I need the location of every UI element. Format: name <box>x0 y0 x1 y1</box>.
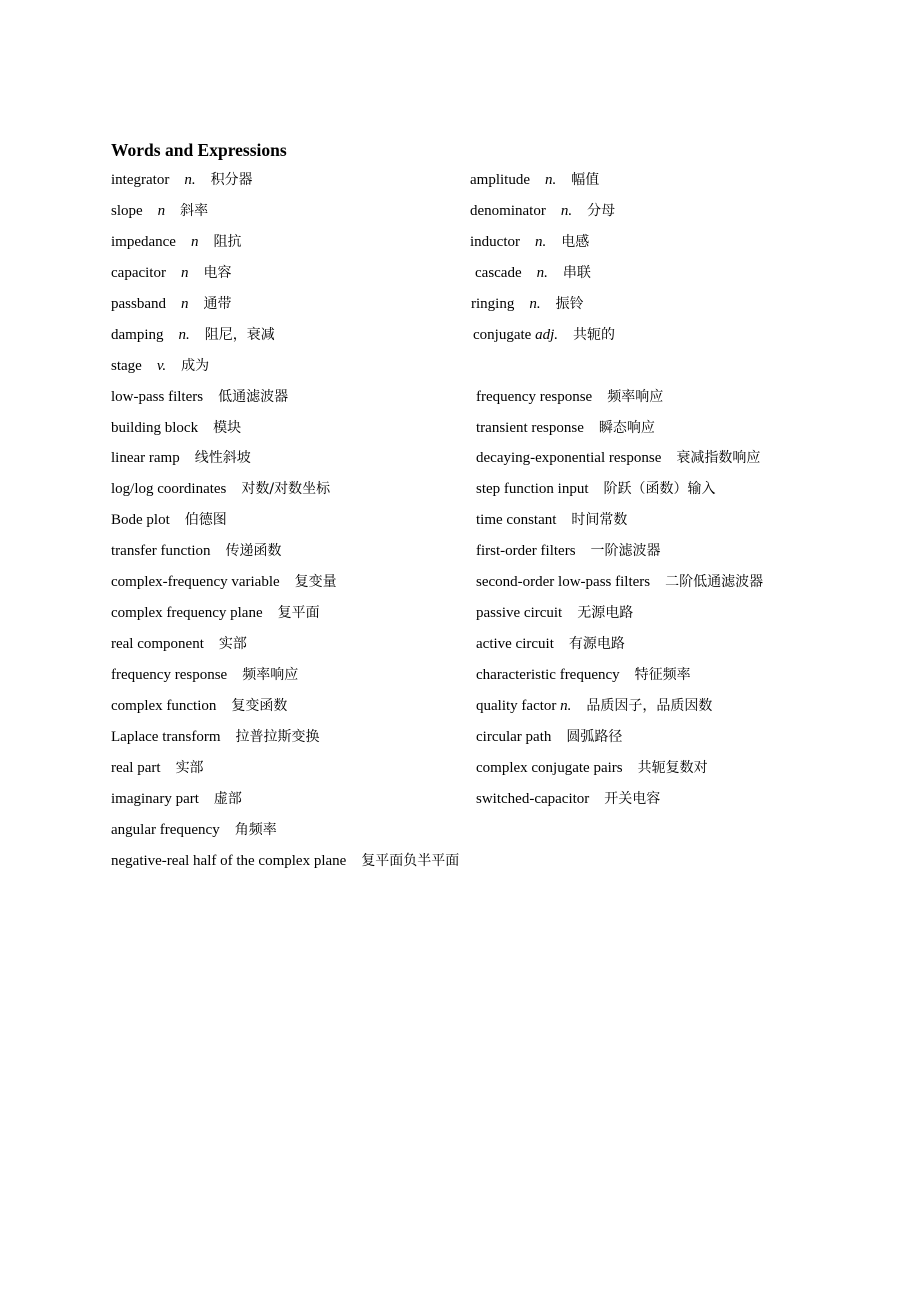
vocab-row <box>0 351 920 382</box>
term: stage <box>111 357 142 374</box>
chinese-meaning: 电容 <box>203 264 232 281</box>
vocab-entry-right <box>476 443 760 473</box>
vocab-row <box>0 443 920 474</box>
chinese-meaning: 时间常数 <box>571 512 628 529</box>
vocab-entry-right <box>476 536 661 566</box>
term: characteristic frequency <box>476 667 620 683</box>
term: negative-real half of the complex plane <box>111 852 347 869</box>
chinese-meaning: 品质因子，品质因数 <box>586 697 713 714</box>
term: cascade <box>475 264 522 281</box>
term: complex-frequency variable <box>111 574 280 591</box>
vocab-entry-right <box>471 289 584 319</box>
part-of-speech: n <box>157 202 166 219</box>
part-of-speech: n. <box>560 697 572 714</box>
term: second-order low-pass filters <box>476 574 651 591</box>
chinese-meaning: 斜率 <box>180 202 209 219</box>
chinese-meaning: 有源电路 <box>568 636 625 653</box>
vocab-row <box>0 536 920 567</box>
vocab-row <box>0 598 920 629</box>
term: slope <box>111 202 143 219</box>
chinese-meaning: 实部 <box>218 636 247 653</box>
chinese-meaning: 阶跃（函数）输入 <box>603 481 716 498</box>
part-of-speech: n. <box>535 233 547 250</box>
chinese-meaning: 传递函数 <box>225 543 282 560</box>
vocab-entry-left <box>111 196 208 226</box>
chinese-meaning: 拉普拉斯变换 <box>235 728 320 745</box>
term: time constant <box>476 512 557 529</box>
vocab-entry-left <box>111 474 330 504</box>
vocabulary-list <box>0 165 920 877</box>
part-of-speech: n <box>181 295 189 312</box>
vocab-entry-right <box>476 753 708 783</box>
vocab-entry-right <box>476 629 625 659</box>
part-of-speech: n <box>180 264 189 281</box>
vocab-entry-right <box>470 196 615 226</box>
vocab-entry-left <box>111 227 241 257</box>
vocab-entry-left <box>111 289 232 319</box>
part-of-speech: n. <box>178 326 190 343</box>
vocab-row <box>0 567 920 598</box>
chinese-meaning: 成为 <box>181 357 210 374</box>
term: inductor <box>470 233 520 250</box>
chinese-meaning: 阻抗 <box>213 233 242 250</box>
chinese-meaning: 角频率 <box>234 821 277 838</box>
chinese-meaning: 串联 <box>562 264 591 281</box>
vocab-entry-left <box>111 629 247 659</box>
chinese-meaning: 复变函数 <box>231 697 288 714</box>
chinese-meaning: 共轭的 <box>572 326 615 343</box>
chinese-meaning: 伯德图 <box>184 512 227 529</box>
chinese-meaning: 低通滤波器 <box>218 388 289 405</box>
term: complex frequency plane <box>111 605 263 622</box>
vocab-entry-left <box>111 598 320 628</box>
vocab-entry-left <box>111 536 282 566</box>
chinese-meaning: 频率响应 <box>242 667 299 683</box>
term: complex conjugate pairs <box>476 759 623 776</box>
part-of-speech: n. <box>536 264 548 281</box>
chinese-meaning: 幅值 <box>571 172 600 188</box>
term: imaginary part <box>111 790 199 807</box>
term: quality factor <box>476 697 557 714</box>
vocab-entry-right <box>476 722 622 752</box>
term: circular path <box>476 728 552 745</box>
chinese-meaning: 振铃 <box>555 295 584 312</box>
vocab-entry-left <box>111 165 253 195</box>
term: passive circuit <box>476 605 563 622</box>
term: low-pass filters <box>111 388 204 405</box>
vocab-entry-left <box>111 660 298 690</box>
vocab-entry-right <box>476 598 633 628</box>
chinese-meaning: 积分器 <box>210 172 253 188</box>
term: frequency response <box>111 667 228 683</box>
chinese-meaning: 复平面 <box>277 605 320 622</box>
vocab-entry-right <box>470 165 599 195</box>
term: building block <box>111 419 199 436</box>
vocab-row <box>0 505 920 536</box>
part-of-speech: n. <box>545 172 557 188</box>
chinese-meaning: 分母 <box>587 202 616 219</box>
vocab-entry-left <box>111 382 288 412</box>
chinese-meaning: 模块 <box>213 419 242 436</box>
chinese-meaning: 虚部 <box>213 790 242 807</box>
term: conjugate <box>473 326 532 343</box>
term: log/log coordinates <box>111 481 227 498</box>
term: first-order filters <box>476 543 576 560</box>
vocab-row <box>0 320 920 351</box>
vocab-entry-left <box>111 722 320 752</box>
term: Bode plot <box>111 512 170 529</box>
part-of-speech: n. <box>529 295 541 312</box>
chinese-meaning: 衰减指数响应 <box>676 450 761 467</box>
vocab-row <box>0 196 920 227</box>
term: transient response <box>476 419 584 436</box>
term: denominator <box>470 202 546 219</box>
vocab-entry-left <box>111 815 277 845</box>
term: switched-capacitor <box>476 790 590 807</box>
vocab-entry-left <box>111 753 204 783</box>
vocab-entry-left <box>111 258 231 288</box>
vocab-row <box>0 382 920 413</box>
vocab-row <box>0 165 920 196</box>
term: impedance <box>111 233 176 250</box>
vocab-entry-right <box>475 258 591 288</box>
chinese-meaning: 电感 <box>561 233 590 250</box>
vocab-entry-right <box>473 320 615 350</box>
term: capacitor <box>111 264 166 281</box>
vocab-entry-left <box>111 320 275 350</box>
vocab-entry-right <box>476 474 716 504</box>
chinese-meaning: 开关电容 <box>604 790 661 807</box>
vocab-row <box>0 784 920 815</box>
vocab-row <box>0 660 920 691</box>
chinese-meaning: 共轭复数对 <box>637 759 708 776</box>
vocab-entry-left <box>111 567 337 597</box>
term: linear ramp <box>111 450 180 467</box>
vocab-row <box>0 846 920 877</box>
part-of-speech: n. <box>184 172 196 188</box>
vocab-entry-left <box>111 351 209 381</box>
chinese-meaning: 频率响应 <box>607 388 664 405</box>
chinese-meaning: 一阶滤波器 <box>590 543 661 560</box>
term: real component <box>111 636 204 653</box>
vocab-entry-right <box>476 691 712 721</box>
vocab-entry-left <box>111 443 251 473</box>
vocab-entry-right <box>476 382 663 412</box>
chinese-meaning: 复平面负半平面 <box>361 852 460 869</box>
vocab-row <box>0 258 920 289</box>
chinese-meaning: 线性斜坡 <box>194 450 251 467</box>
part-of-speech: adj. <box>535 326 558 343</box>
term: passband <box>111 295 166 312</box>
vocab-row <box>0 227 920 258</box>
vocab-row <box>0 289 920 320</box>
chinese-meaning: 圆弧路径 <box>566 728 623 745</box>
vocab-row <box>0 815 920 846</box>
chinese-meaning: 二阶低通滤波器 <box>665 574 764 591</box>
vocab-entry-right <box>470 227 589 257</box>
term: complex function <box>111 697 217 714</box>
term: step function input <box>476 481 589 498</box>
term: amplitude <box>470 172 530 188</box>
term: angular frequency <box>111 821 220 838</box>
term: frequency response <box>476 388 593 405</box>
term: Laplace transform <box>111 728 221 745</box>
vocab-entry-left <box>111 691 287 721</box>
part-of-speech: n <box>190 233 199 250</box>
vocab-entry-right <box>476 784 660 814</box>
section-heading: Words and Expressions <box>111 140 287 160</box>
chinese-meaning: 瞬态响应 <box>598 419 655 436</box>
vocab-entry-right <box>476 413 655 443</box>
chinese-meaning: 通带 <box>203 295 232 312</box>
term: damping <box>111 326 164 343</box>
term: transfer function <box>111 543 211 560</box>
chinese-meaning: 实部 <box>175 759 204 776</box>
vocab-entry-right <box>476 505 627 535</box>
vocab-row <box>0 722 920 753</box>
chinese-meaning: 特征频率 <box>634 667 691 683</box>
chinese-meaning: 阻尼，衰减 <box>204 326 275 343</box>
term: ringing <box>471 295 515 312</box>
vocab-entry-left <box>111 413 241 443</box>
vocab-row <box>0 753 920 784</box>
chinese-meaning: 无源电路 <box>577 605 634 622</box>
vocab-row <box>0 474 920 505</box>
chinese-meaning: 复变量 <box>294 574 337 591</box>
term: active circuit <box>476 636 554 653</box>
term: real part <box>111 759 161 776</box>
vocab-entry-left <box>111 784 242 814</box>
term: integrator <box>111 172 170 188</box>
term: decaying-exponential response <box>476 450 662 467</box>
vocab-entry-left <box>111 505 227 535</box>
vocab-entry-right <box>476 567 763 597</box>
chinese-meaning: 对数/对数坐标 <box>241 481 331 498</box>
vocab-entry-left <box>111 846 459 876</box>
vocab-row <box>0 691 920 722</box>
vocab-row <box>0 629 920 660</box>
part-of-speech: v. <box>156 357 167 374</box>
vocab-entry-right <box>476 660 691 690</box>
vocab-row <box>0 413 920 444</box>
part-of-speech: n. <box>560 202 573 219</box>
